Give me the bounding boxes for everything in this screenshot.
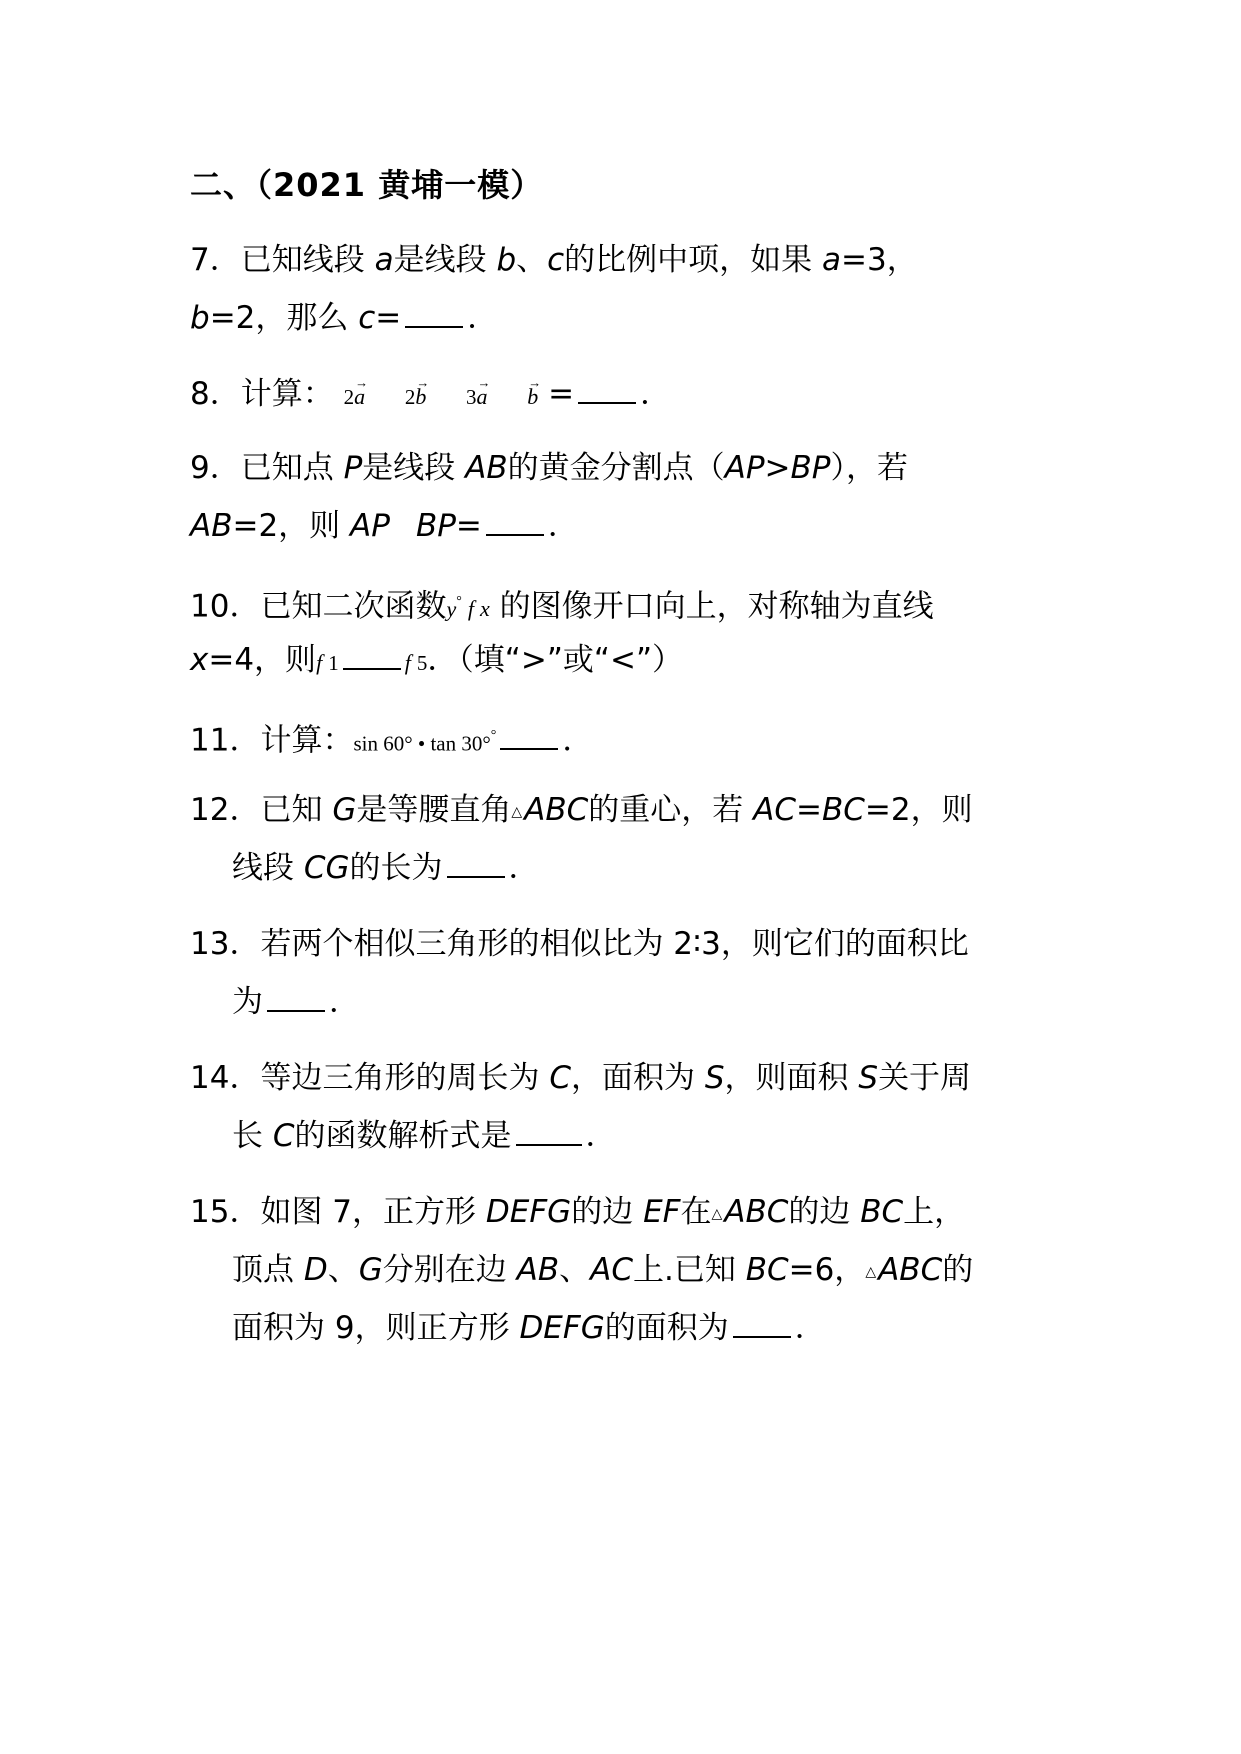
question-11: 11．计算：sin 60° • tan 30°° ． <box>190 722 594 759</box>
answer-blank <box>578 374 636 404</box>
question-10-line-1: 10．已知二次函数y° f x 的图像开口向上，对称轴为直线 <box>190 588 934 625</box>
question-8: 8．计算： 2→ a 2→ b 3→ a → b = ． <box>190 374 671 417</box>
question-14-line-1: 14．等边三角形的周长为 C，面积为 S，则面积 S关于周 <box>190 1060 972 1096</box>
answer-blank <box>486 506 544 536</box>
question-15-line-1: 15．如图 7，正方形 DEFG的边 EF在△ABC的边 BC上， <box>190 1194 966 1230</box>
question-15-line-2: 顶点 D、G分别在边 AB、AC上.已知 BC=6，△ABC的 <box>232 1252 974 1288</box>
answer-blank <box>500 720 558 750</box>
answer-blank <box>267 982 325 1012</box>
triangle-icon: △ <box>711 1205 723 1222</box>
answer-blank <box>343 640 401 670</box>
answer-blank <box>405 298 463 328</box>
question-14-line-2: 长 C的函数解析式是 ． <box>232 1118 617 1154</box>
answer-blank <box>733 1308 791 1338</box>
question-13-line-2: 为 ． <box>232 984 360 1020</box>
question-13-line-1: 13．若两个相似三角形的相似比为 2∶3，则它们的面积比 <box>190 926 969 962</box>
question-10-line-2: x=4，则f 1 f 5．（填“>”或“<”） <box>190 642 684 678</box>
section-title: 二、（2021 黄埔一模） <box>190 166 544 204</box>
question-12-line-2: 线段 CG的长为 ． <box>232 850 540 886</box>
triangle-icon: △ <box>865 1263 877 1280</box>
question-7-line-2: b=2，那么 c= ． <box>190 300 499 336</box>
question-9-line-1: 9．已知点 P是线段 AB的黄金分割点（AP>BP），若 <box>190 450 908 486</box>
triangle-icon: △ <box>511 803 523 820</box>
answer-blank <box>516 1116 582 1146</box>
question-9-line-2: AB=2，则 AP BP= ． <box>190 508 579 544</box>
answer-blank <box>447 848 505 878</box>
question-12-line-1: 12．已知 G是等腰直角△ABC的重心，若 AC=BC=2，则 <box>190 792 973 828</box>
question-7-line-1: 7．已知线段 a是线段 b、c的比例中项，如果 a=3， <box>190 242 918 278</box>
question-15-line-3: 面积为 9，则正方形 DEFG的面积为 ． <box>232 1310 826 1346</box>
